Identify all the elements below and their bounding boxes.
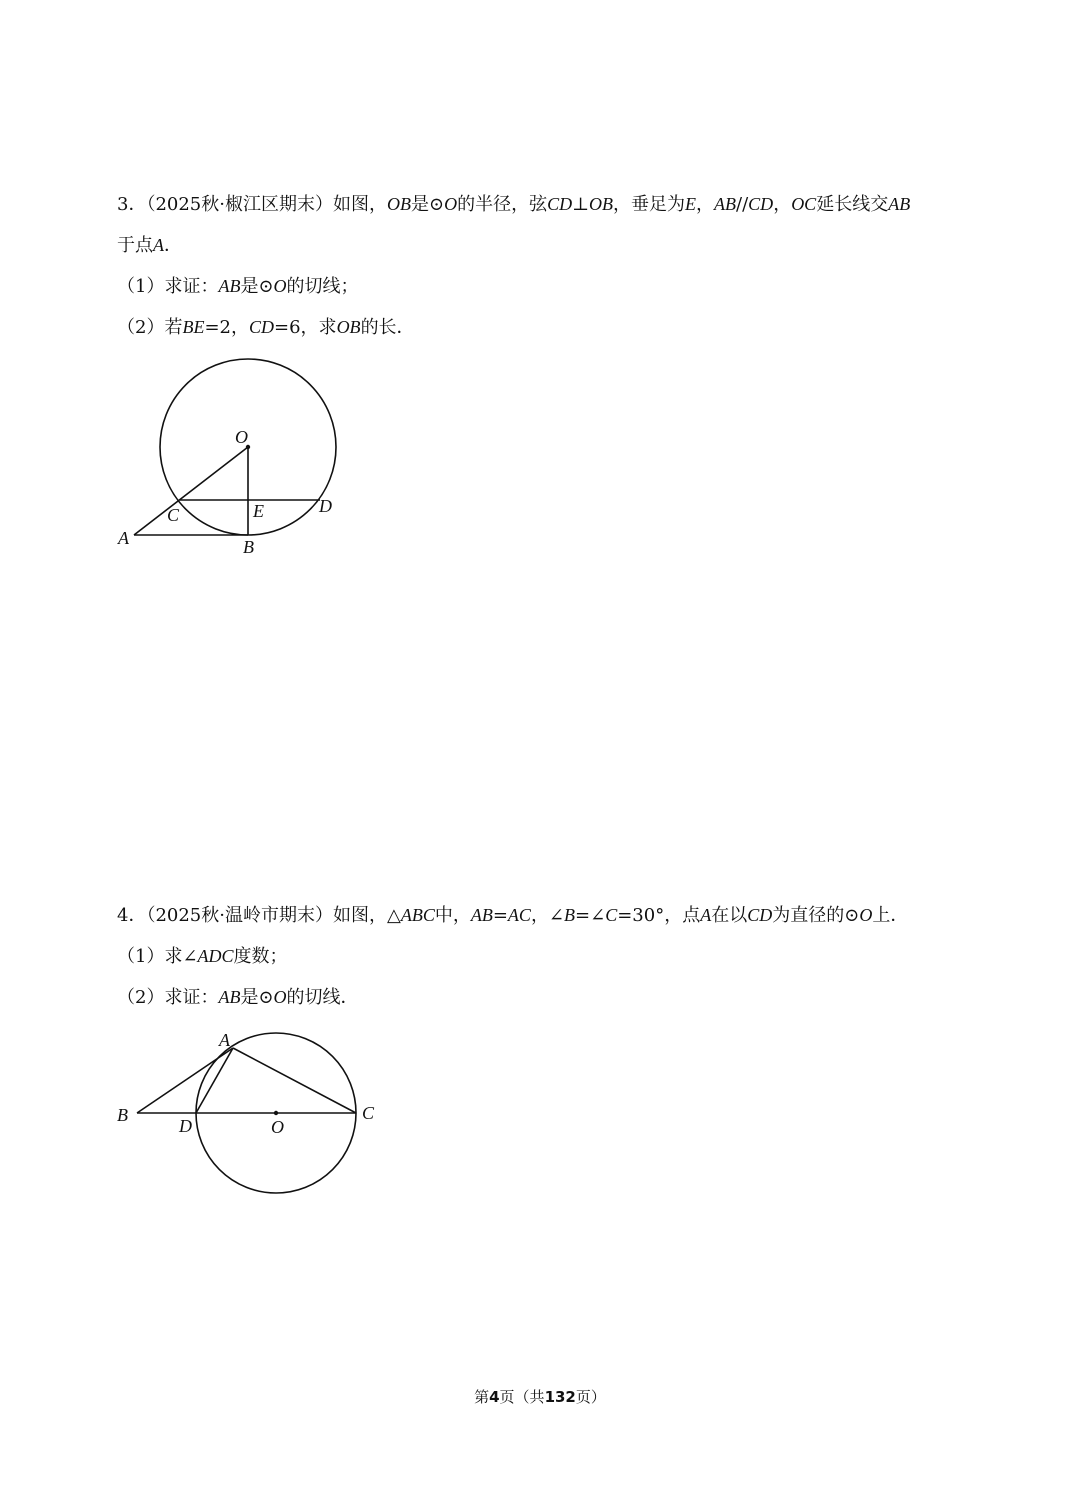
label-c-2: C [362,1103,375,1123]
label-d: D [319,496,332,516]
math-var: AB [714,194,737,214]
text: // [736,194,749,215]
math-var: C [605,905,618,925]
text: 的半径，弦 [457,194,548,215]
text: ，垂足为 [613,194,686,215]
text: 上． [872,905,909,926]
text: 是⊙ [240,987,274,1008]
math-var: O [273,276,287,296]
math-var: B [564,905,576,925]
line-ac [233,1048,356,1113]
part-label: （1）求∠ [117,946,198,967]
text: =6，求 [274,317,337,338]
total-pages: 132 [544,1388,576,1406]
label-o-2: O [271,1117,284,1137]
text: 的切线； [286,276,359,297]
text: ， [773,194,792,215]
text: 为直径的⊙ [772,905,860,926]
page-footer [0,1386,1080,1407]
text: 是⊙ [410,194,445,215]
line-ad [196,1048,233,1113]
math-var: OB [386,194,411,214]
math-var: CD [249,317,275,337]
label-o: O [235,427,248,447]
math-var: ADC [197,946,234,966]
footer-text: 第 [474,1388,490,1406]
math-var: O [273,987,287,1007]
text: 是⊙ [240,276,274,297]
text: ⊥ [572,194,590,215]
text: =2， [204,317,249,338]
math-var: OC [791,194,817,214]
part-label: （1）求证： [117,276,219,297]
part-label: （2）若 [117,317,183,338]
text: 的长． [360,317,415,338]
part-label: （2）求证： [117,987,219,1008]
text: = [492,905,508,926]
label-a-2: A [219,1030,230,1050]
line-oa [134,447,248,535]
math-var: OB [589,194,614,214]
problem-4-line-1 [117,903,908,928]
math-var: E [685,194,697,214]
problem-4-part-1 [117,944,288,969]
label-a: A [118,528,129,548]
label-b: B [243,537,254,557]
text: 如图，△ [332,905,401,926]
footer-text: 页） [575,1388,606,1406]
text: =30°，点 [617,905,701,926]
footer-text: 页（共 [499,1388,545,1406]
text: ． [164,235,182,256]
text: 如图， [332,194,387,215]
text: 中， [434,905,471,926]
text: =∠ [575,905,606,926]
problem-number: 3． [117,194,147,215]
math-var: AB [888,194,911,214]
math-var: ABC [400,905,435,925]
math-var: CD [747,905,773,925]
text: ，∠ [530,905,565,926]
page-number: 4 [489,1388,500,1406]
text: 的切线． [286,987,359,1008]
math-var: A [700,905,712,925]
text: 延长线交 [816,194,889,215]
math-var: BE [182,317,205,337]
text: 于点 [117,235,153,256]
problem-source: （2025秋·温岭市期末） [146,905,333,926]
text: 度数； [233,946,288,967]
text: 在以 [711,905,748,926]
label-e: E [253,501,264,521]
problem-4-part-2 [117,985,359,1010]
math-var: AB [218,987,241,1007]
math-var: CD [547,194,573,214]
math-var: O [444,194,458,214]
math-var: AC [507,905,531,925]
center-point-2 [274,1111,278,1115]
text: ， [696,194,715,215]
label-d-2: D [179,1116,192,1136]
label-c: C [167,505,180,525]
math-var: AB [218,276,241,296]
line-ba [137,1048,233,1113]
math-var: AB [470,905,493,925]
math-var: OB [336,317,361,337]
math-var: O [859,905,873,925]
problem-number: 4． [117,905,147,926]
math-var: A [153,235,164,255]
problem-source: （2025秋·椒江区期末） [146,194,333,215]
label-b-2: B [117,1105,128,1125]
math-var: CD [748,194,774,214]
